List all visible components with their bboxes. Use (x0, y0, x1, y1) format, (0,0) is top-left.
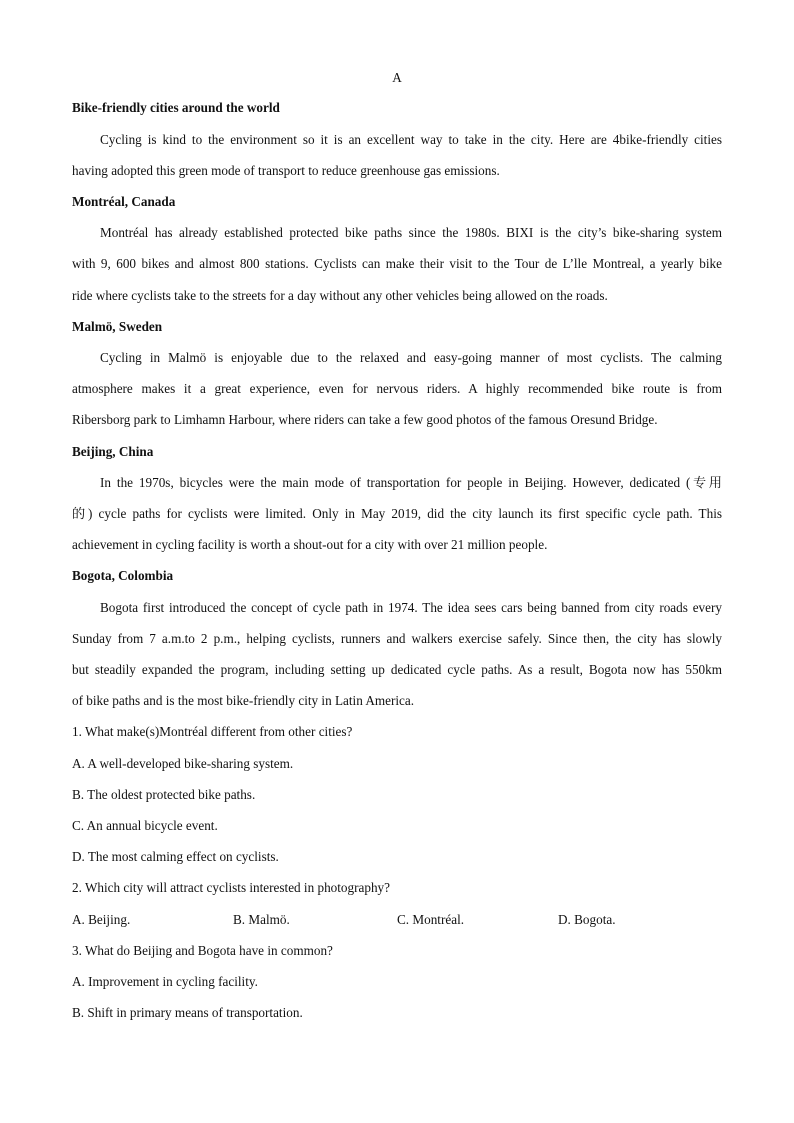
question-2-stem: 2. Which city will attract cyclists interested in photography? (72, 880, 391, 895)
passage-title: Bike-friendly cities around the world (72, 100, 280, 115)
question-1-option-d: D. The most calming effect on cyclists. (72, 849, 279, 864)
question-1-stem: 1. What make(s)Montréal different from other cities? (72, 724, 353, 739)
question-1-option-c: C. An annual bicycle event. (72, 818, 218, 833)
paragraph-line: of bike paths and is the most bike-friendly city in Latin America. (72, 693, 415, 708)
paragraph-line: atmosphere makes it a great experience, even for nervous riders. A highly recommended bike route is from (72, 381, 722, 396)
section-letter: A (392, 70, 402, 85)
paragraph-line: but steadily expanded the program, including setting up dedicated cycle paths. As a result, Bogota now has 550km (72, 662, 722, 677)
city-heading-beijing: Beijing, China (72, 444, 154, 459)
paragraph-line: Montréal has already established protected bike paths since the 1980s. BIXI is the city’s bike-sharing system (100, 225, 722, 240)
paragraph-line: achievement in cycling facility is worth a shout-out for a city with over 21 million people. (72, 537, 548, 552)
question-2-option-d: D. Bogota. (558, 912, 616, 927)
question-3-option-a: A. Improvement in cycling facility. (72, 974, 258, 989)
intro-line: having adopted this green mode of transport to reduce greenhouse gas emissions. (72, 163, 500, 178)
city-heading-montreal: Montréal, Canada (72, 194, 176, 209)
question-3-option-b: B. Shift in primary means of transportation. (72, 1005, 303, 1020)
paragraph-line: 的) cycle paths for cyclists were limited. Only in May 2019, did the city launch its first specific cycle path. This (72, 506, 722, 521)
intro-line: Cycling is kind to the environment so it is an excellent way to take in the city. Here are 4bike-friendly cities (100, 132, 722, 147)
question-2-option-a: A. Beijing. (72, 912, 131, 927)
question-3-stem: 3. What do Beijing and Bogota have in common? (72, 943, 333, 958)
paragraph-line: with 9, 600 bikes and almost 800 stations. Cyclists can make their visit to the Tour de L’lle Montreal, a yearly bike (72, 256, 722, 271)
question-2-option-c: C. Montréal. (397, 912, 465, 927)
paragraph-line: Ribersborg park to Limhamn Harbour, where riders can take a few good photos of the famous Oresund Bridge. (72, 412, 658, 427)
city-heading-malmo: Malmö, Sweden (72, 319, 163, 334)
paragraph-line: Bogota first introduced the concept of cycle path in 1974. The idea sees cars being banned from city roads every (100, 600, 722, 615)
passage (72, 0, 722, 1123)
question-1-option-b: B. The oldest protected bike paths. (72, 787, 256, 802)
paragraph-line: ride where cyclists take to the streets for a day without any other vehicles being allowed on the roads. (72, 288, 608, 303)
question-2-option-b: B. Malmö. (233, 912, 290, 927)
city-heading-bogota: Bogota, Colombia (72, 568, 174, 583)
question-1-option-a: A. A well-developed bike-sharing system. (72, 756, 294, 771)
paragraph-line: In the 1970s, bicycles were the main mode of transportation for people in Beijing. However, dedicated (专用 (100, 475, 722, 490)
paragraph-line: Sunday from 7 a.m.to 2 p.m., helping cyclists, runners and walkers exercise safely. Since then, the city has slowly (72, 631, 722, 646)
paragraph-line: Cycling in Malmö is enjoyable due to the relaxed and easy-going manner of most cyclists. The calming (100, 350, 722, 365)
